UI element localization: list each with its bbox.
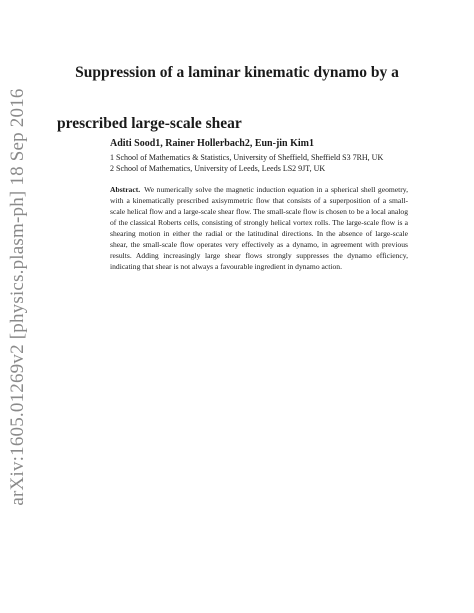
paper-title-line-2: prescribed large-scale shear [57,115,242,132]
paper-title-line-1: Suppression of a laminar kinematic dynamo by a [75,64,399,81]
abstract-body: We numerically solve the magnetic induction equation in a spherical shell geometry, with a kinematically prescribed axisymmetric flow that consists of a superposition of a small-scale helical flow and a large-scale shear flow. The small-scale flow is chosen to be a local analog of the classical Roberts cells, consisting of strongly helical vortex rolls. The large-scale flow is a shearing motion in either the radial or the latitudinal directions. In the absence of large-scale shear, the small-scale flow operates very effectively as a dynamo, in agreement with previous results. Adding increasingly large shear flows strongly suppresses the dynamo efficiency, indicating that shear is not always a favourable ingredient in dynamo action. [110,185,408,271]
arxiv-identifier-text: arXiv:1605.01269v2 [physics.plasm-ph] 18 Sep 2016 [7,88,28,506]
author-list: Aditi Sood1, Rainer Hollerbach2, Eun-jin Kim1 [110,138,315,149]
affiliation-1: 1 School of Mathematics & Statistics, University of Sheffield, Sheffield S3 7RH, UK [110,153,384,162]
affiliation-2: 2 School of Mathematics, University of Leeds, Leeds LS2 9JT, UK [110,164,326,173]
arxiv-identifier [2,88,34,506]
abstract [110,184,408,272]
abstract-heading: Abstract. [110,185,141,194]
